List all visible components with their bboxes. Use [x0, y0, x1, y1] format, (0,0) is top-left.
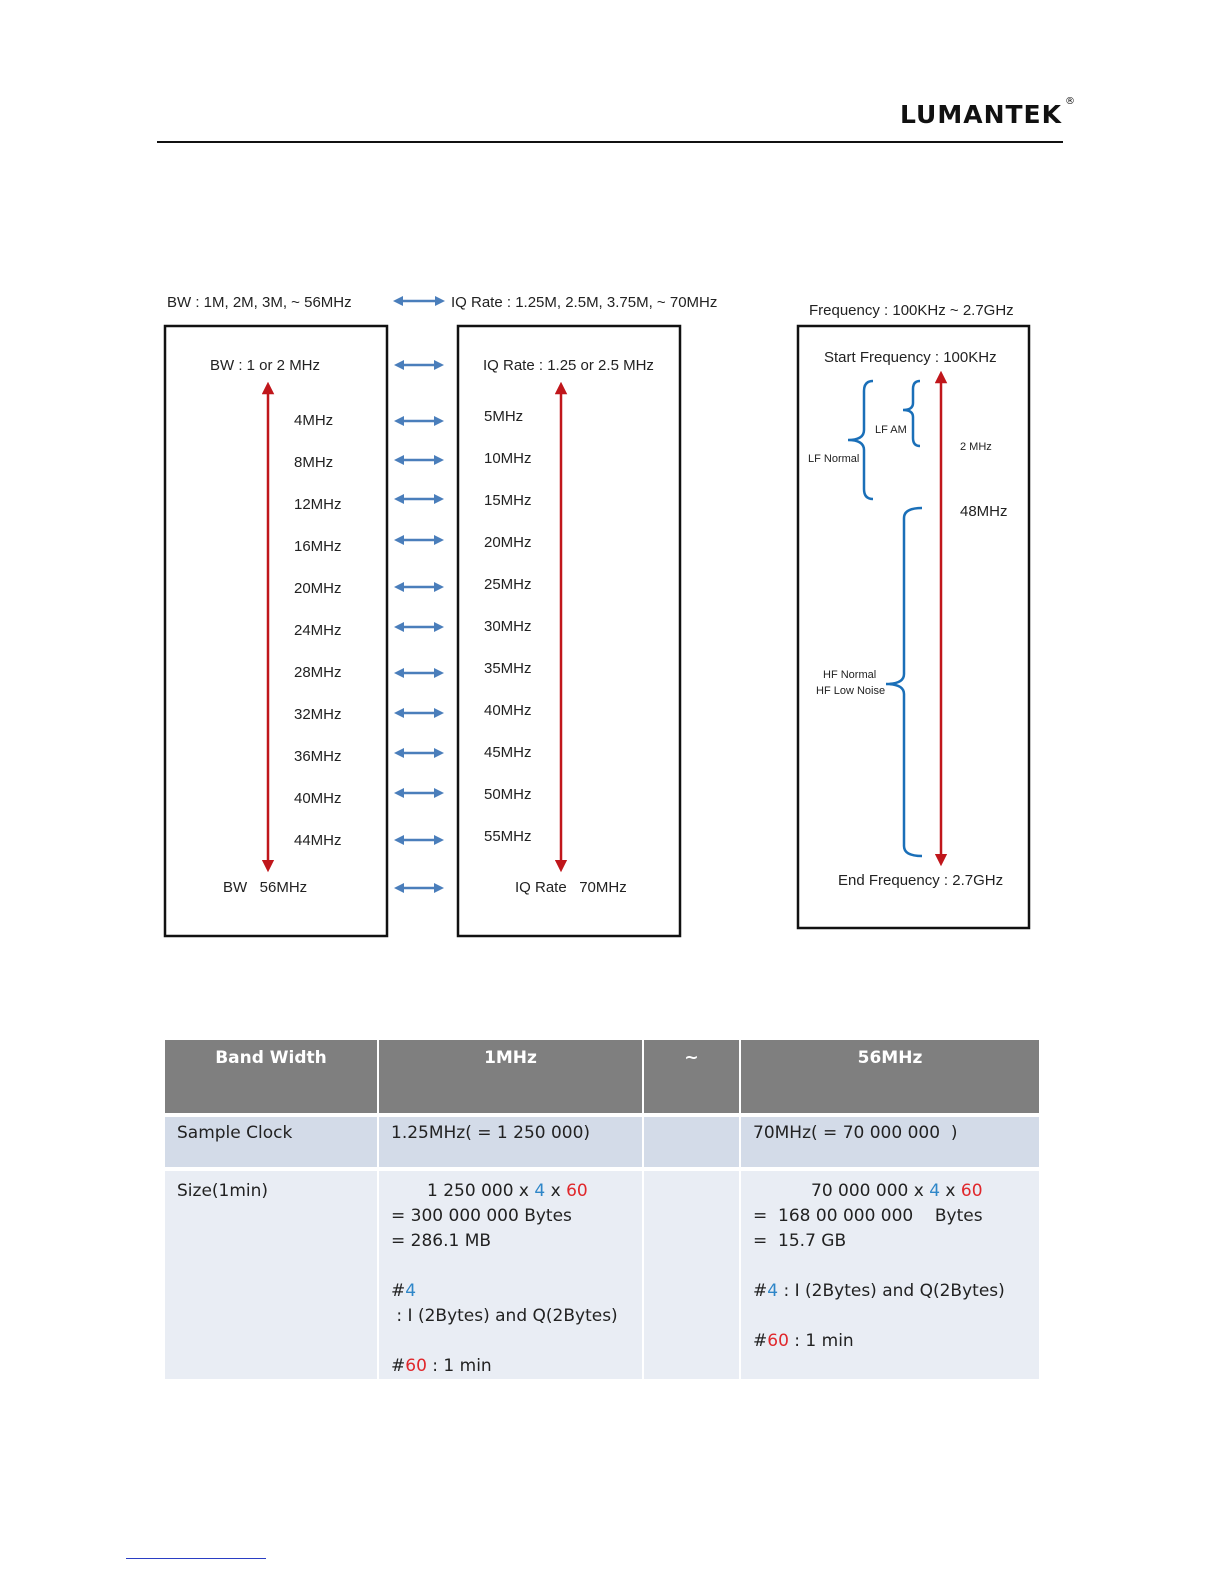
size-max [740, 1171, 1040, 1379]
bw-step-label: 12MHz [294, 496, 342, 513]
iq-step-label: 30MHz [484, 618, 532, 635]
header-56mhz: 56MHz [740, 1040, 1040, 1113]
iq-step-label: 20MHz [484, 534, 532, 551]
bw-step-label: 28MHz [294, 664, 342, 681]
size-label: Size(1min) [164, 1171, 378, 1379]
size-min-mb: = 286.1 MB [391, 1231, 492, 1251]
sample-clock-label: Sample Clock [164, 1117, 378, 1167]
two-mhz-label: 2 MHz [960, 441, 992, 453]
bw-step-labels [294, 412, 342, 849]
bw-step-label: 36MHz [294, 748, 342, 765]
start-frequency-label: Start Frequency : 100KHz [824, 349, 997, 366]
note-four-max: #4 : I (2Bytes) and Q(2Bytes) [753, 1281, 1005, 1301]
lf-am-bracket [903, 381, 920, 446]
iq-step-labels [484, 408, 532, 845]
iq-step-label: 25MHz [484, 576, 532, 593]
size-min-bytes: = 300 000 000 Bytes [391, 1206, 572, 1226]
lf-normal-bracket [848, 381, 873, 499]
bw-step-label: 16MHz [294, 538, 342, 555]
frequency-header: Frequency : 100KHz ~ 2.7GHz [809, 302, 1014, 319]
mapping-arrows [399, 365, 439, 888]
bw-header: BW : 1M, 2M, 3M, ~ 56MHz [167, 294, 352, 311]
hf-bracket [886, 508, 922, 856]
bw-step-label: 44MHz [294, 832, 342, 849]
iq-step-label: 15MHz [484, 492, 532, 509]
hf-normal-label: HF Normal [823, 669, 877, 681]
registered-mark: ® [1065, 95, 1076, 107]
iq-start-label: IQ Rate : 1.25 or 2.5 MHz [483, 357, 654, 374]
bw-box [165, 326, 387, 936]
sample-clock-mid [643, 1117, 740, 1167]
iq-header: IQ Rate : 1.25M, 2.5M, 3.75M, ~ 70MHz [451, 294, 718, 311]
sample-clock-max: 70MHz( = 70 000 000 ) [740, 1117, 1040, 1167]
note-four: #4 : I (2Bytes) and Q(2Bytes) [391, 1281, 618, 1326]
sample-clock-min: 1.25MHz( = 1 250 000) [378, 1117, 643, 1167]
forty-eight-mhz-label: 48MHz [960, 503, 1008, 520]
header-band-width: Band Width [164, 1040, 378, 1113]
bw-step-label: 32MHz [294, 706, 342, 723]
table-row-size [164, 1171, 1040, 1379]
footer-link-underline [126, 1558, 266, 1559]
logo-text: LUMANTEK [900, 100, 1062, 129]
sample-size-table [163, 1040, 1041, 1379]
iq-end-label: IQ Rate 70MHz [515, 879, 627, 896]
size-max-calc: 70 000 000 x 4 x 60 [811, 1181, 983, 1201]
hf-low-noise-label: HF Low Noise [816, 685, 886, 697]
bw-step-label: 4MHz [294, 412, 334, 429]
iq-step-label: 35MHz [484, 660, 532, 677]
iq-step-label: 40MHz [484, 702, 532, 719]
bw-step-label: 20MHz [294, 580, 342, 597]
table-header-row [164, 1040, 1040, 1113]
bw-step-label: 8MHz [294, 454, 334, 471]
bw-end-label: BW 56MHz [223, 879, 308, 896]
bw-step-label: 40MHz [294, 790, 342, 807]
note-sixty-max: #60 : 1 min [753, 1331, 854, 1351]
lf-am-label: LF AM [875, 424, 907, 436]
lf-normal-label: LF Normal [808, 453, 860, 465]
note-sixty: #60 : 1 min [391, 1356, 492, 1376]
end-frequency-label: End Frequency : 2.7GHz [838, 872, 1004, 889]
size-max-bytes: = 168 00 000 000 Bytes [753, 1206, 983, 1226]
size-mid [643, 1171, 740, 1379]
table-row-sample-clock [164, 1117, 1040, 1167]
size-min-calc: 1 250 000 x 4 x 60 [427, 1181, 588, 1201]
header-1mhz: 1MHz [378, 1040, 643, 1113]
size-min [378, 1171, 643, 1379]
bw-step-label: 24MHz [294, 622, 342, 639]
iq-step-label: 45MHz [484, 744, 532, 761]
bw-start-label: BW : 1 or 2 MHz [210, 357, 321, 374]
iq-step-label: 5MHz [484, 408, 524, 425]
iq-step-label: 10MHz [484, 450, 532, 467]
iq-step-label: 55MHz [484, 828, 532, 845]
iq-step-label: 50MHz [484, 786, 532, 803]
header-tilde: ~ [643, 1040, 740, 1113]
size-max-gb: = 15.7 GB [753, 1231, 847, 1251]
